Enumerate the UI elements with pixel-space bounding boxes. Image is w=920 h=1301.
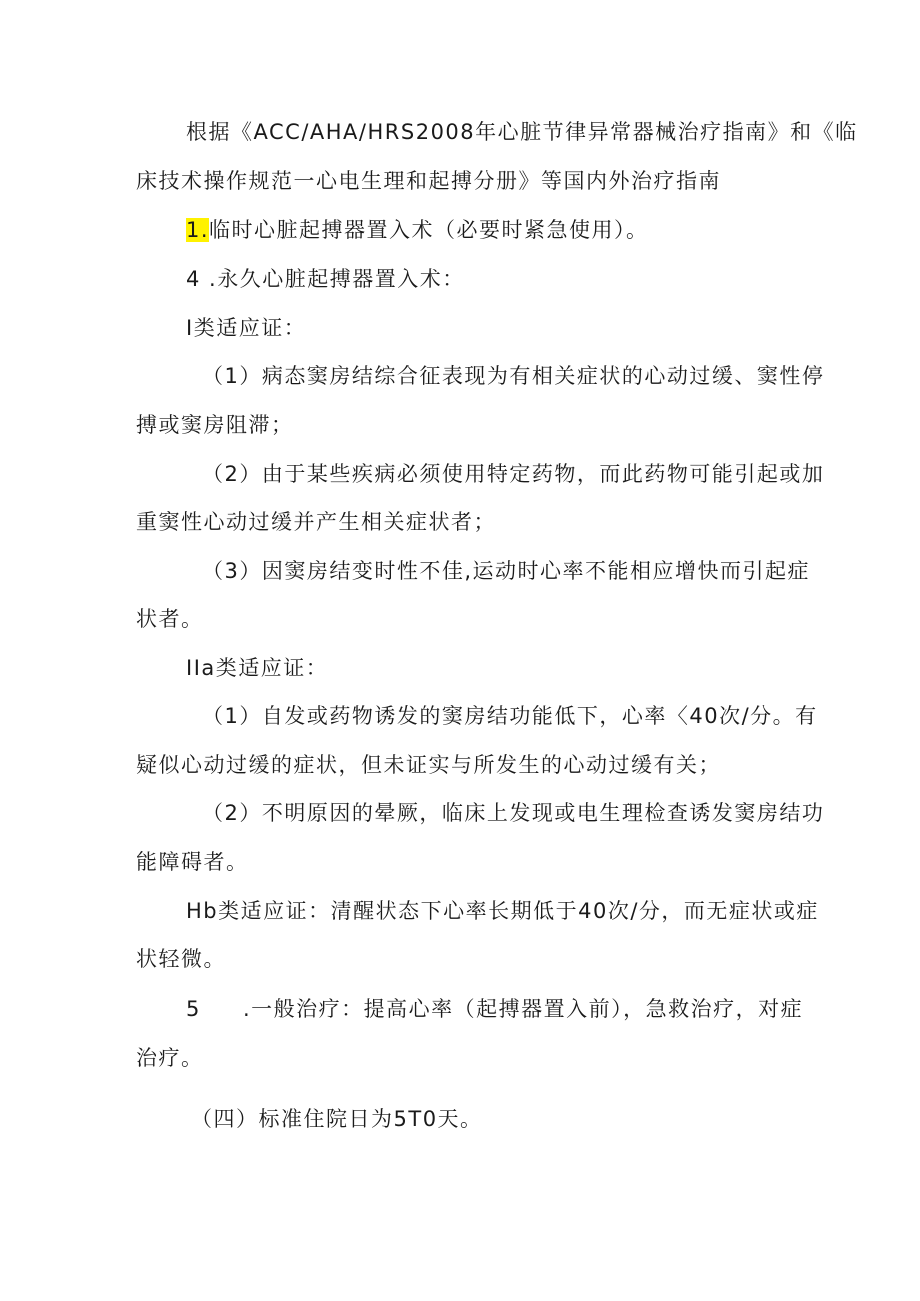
class-i-item-3-line-1: （3）因窦房结变时性不佳,运动时心率不能相应增快而引起症 [202,559,811,583]
class-i-item-1-line-2: 搏或窦房阻滞； [136,413,294,437]
paragraph-guideline-line-1: 根据《ACC/AHA/HRS2008年心脏节律异常器械治疗指南》和《临 [186,120,858,144]
item-temporary-pacemaker [186,215,649,245]
class-iia-item-1-line-2: 疑似心动过缓的症状，但未证实与所发生的心动过缓有关； [136,753,721,777]
standard-stay-line: （四）标准住院日为5T0天。 [191,1107,483,1131]
class-iia-item-1-line-1: （1）自发或药物诱发的窦房结功能低下，心率〈40次/分。有 [202,704,818,728]
item-temporary-pacemaker-text: 临时心脏起搏器置入术（必要时紧急使用）。 [209,218,649,242]
general-treatment-line-1: .一般治疗：提高心率（起搏器置入前），急救治疗，对症 [243,997,804,1021]
class-i-heading: I类适应证： [186,316,307,340]
item-permanent-pacemaker: 4 .永久心脏起搏器置入术： [186,267,465,291]
class-i-item-2-line-1: （2）由于某些疾病必须使用特定药物，而此药物可能引起或加 [202,462,825,486]
class-iib-line-2: 状轻微。 [136,947,226,971]
highlighted-number: 1. [186,218,210,242]
class-iia-heading: IIa类适应证： [186,656,329,680]
class-i-item-3-line-2: 状者。 [136,607,204,631]
class-iia-item-2-line-1: （2）不明原因的晕厥，临床上发现或电生理检查诱发窦房结功 [202,801,825,825]
paragraph-guideline-line-2: 床技术操作规范一心电生理和起搏分册》等国内外治疗指南 [136,169,721,193]
class-iib-line-1: Hb类适应证：清醒状态下心率长期低于40次/分，而无症状或症 [186,899,819,923]
class-i-item-2-line-2: 重窦性心动过缓并产生相关症状者； [136,510,496,534]
general-treatment-number: 5 [186,997,201,1021]
general-treatment-line-2: 治疗。 [136,1046,204,1070]
class-i-item-1-line-1: （1）病态窦房结综合征表现为有相关症状的心动过缓、窦性停 [202,364,825,388]
class-iia-item-2-line-2: 能障碍者。 [136,850,249,874]
